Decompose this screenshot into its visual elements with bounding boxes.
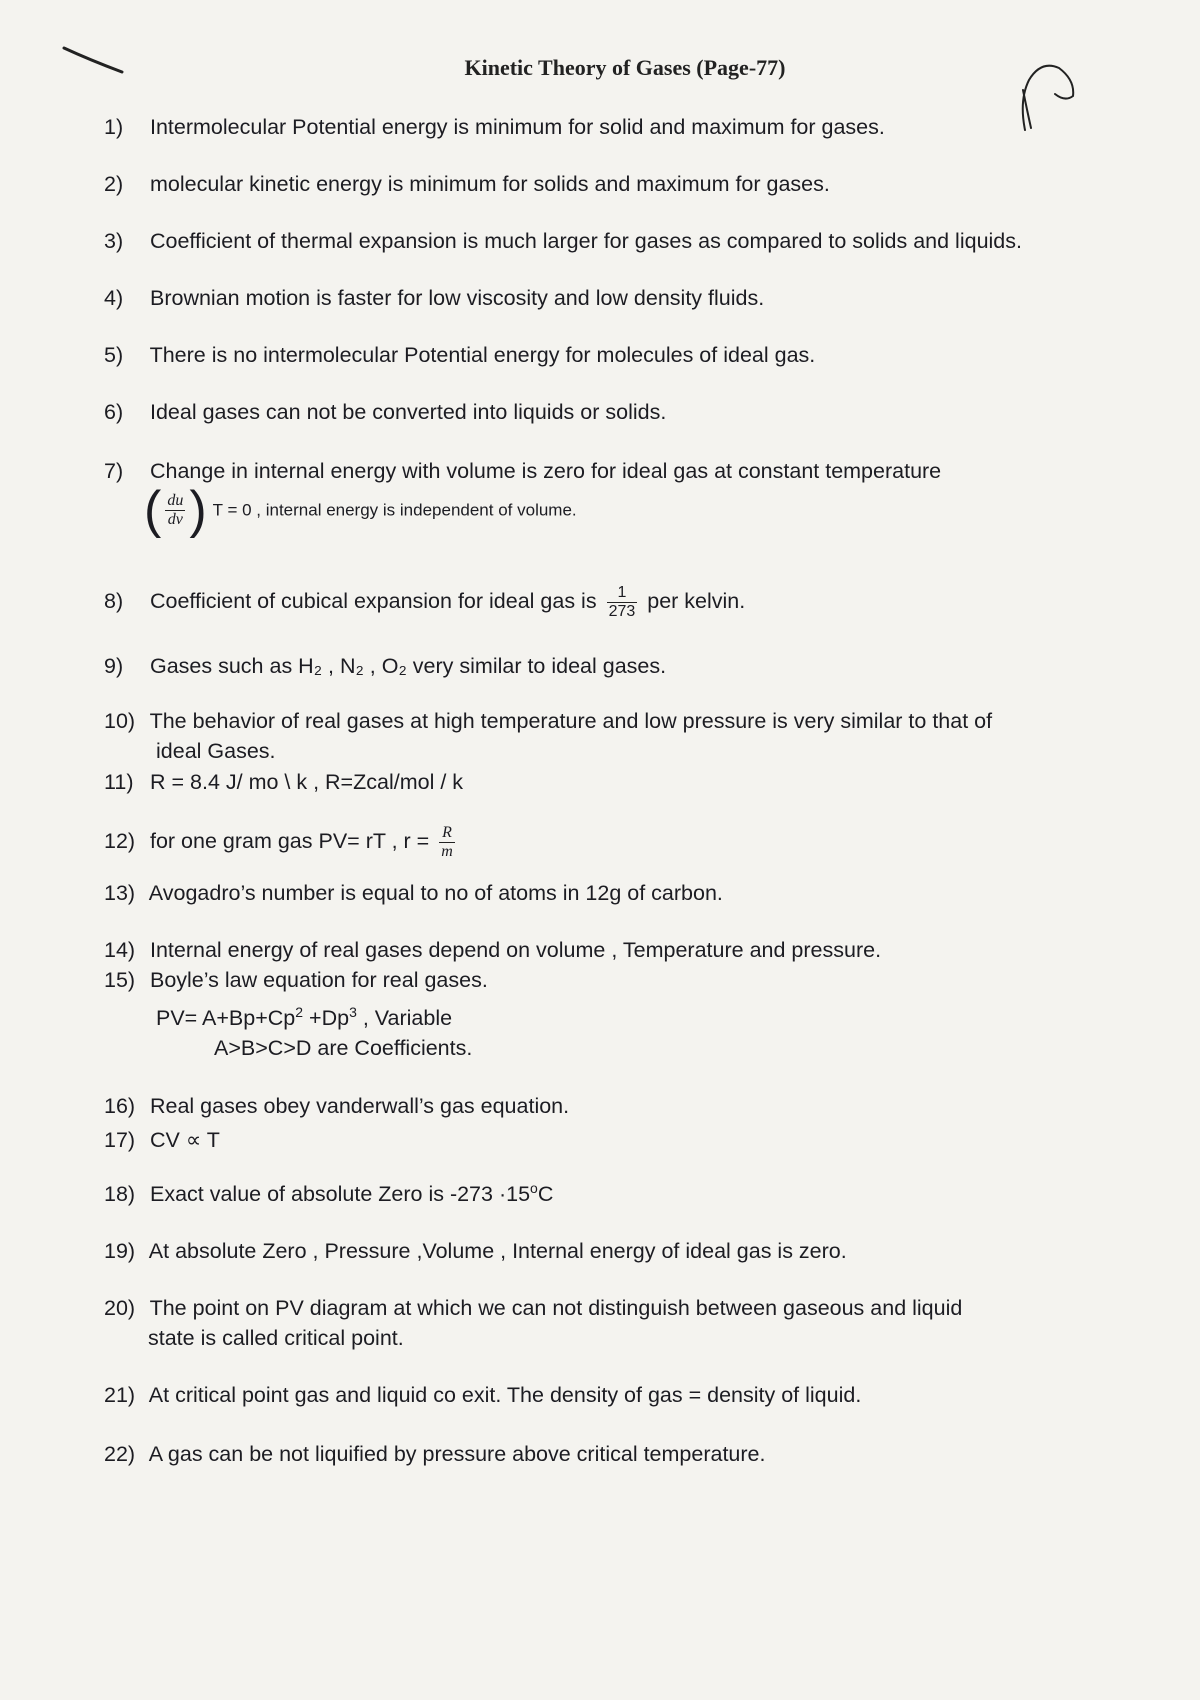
item-text: for one gram gas PV= rT , r = — [149, 829, 430, 854]
paren-close: ) — [189, 481, 207, 539]
list-item — [104, 1091, 569, 1121]
list-item — [104, 397, 666, 427]
item-number: 10) — [104, 709, 136, 733]
item-text-after: per kelvin. — [647, 589, 746, 614]
list-item — [104, 1236, 847, 1266]
formula-rest: T = 0 , internal energy is independent of volume. — [212, 500, 577, 520]
item-text: Coefficient of cubical expansion for ideal gas is — [149, 589, 597, 614]
list-item — [104, 1293, 962, 1353]
item-text-continued: state is called critical point. — [148, 1326, 404, 1350]
item-text: Boyle’s law equation for real gases. — [149, 968, 488, 992]
item-number: 13) — [104, 881, 136, 905]
item-text: R = 8.4 J/ mo \ k , R=Zcal/mol / k — [149, 770, 464, 794]
list-item — [104, 767, 463, 797]
item-number: 4) — [104, 286, 124, 310]
item-number: 21) — [104, 1383, 136, 1407]
list-item — [104, 112, 885, 142]
fraction: $\frac{R}{m}$ — [441, 824, 453, 860]
item-text: Exact value of absolute Zero is -273 ·15 — [149, 1182, 531, 1207]
list-item — [104, 584, 745, 621]
item-text: Avogadro’s number is equal to no of atoms in 12g of carbon. — [148, 881, 723, 905]
item-text: Internal energy of real gases depend on volume , Temperature and pressure. — [149, 938, 882, 962]
item-text-continued: ideal Gases. — [156, 739, 276, 763]
item-number: 18) — [104, 1182, 136, 1207]
boyle-equation: $PV= A+Bp+Cp^2 +Dp^3$ , Variable — [156, 1004, 453, 1031]
item-number: 19) — [104, 1239, 136, 1263]
item-number: 16) — [104, 1094, 136, 1118]
item-number: 12) — [104, 829, 136, 854]
item-text: Coefficient of thermal expansion is much larger for gases as compared to solids and liquids. — [149, 229, 1022, 253]
item-text: The behavior of real gases at high temperature and low pressure is very similar to that of — [149, 709, 993, 733]
fraction: $\frac{1}{273}$ — [608, 584, 636, 620]
item-text: Ideal gases can not be converted into liquids or solids. — [149, 400, 667, 424]
item-number: 14) — [104, 938, 136, 962]
item-text: Brownian motion is faster for low viscosity and low density fluids. — [149, 286, 765, 310]
list-item — [104, 706, 992, 766]
item-number: 17) — [104, 1128, 136, 1152]
item-number: 7) — [104, 459, 124, 483]
list-item — [104, 1173, 553, 1209]
item-number: 11) — [104, 770, 134, 794]
item-text: The point on PV diagram at which we can not distinguish between gaseous and liquid — [149, 1296, 963, 1320]
item-number: 20) — [104, 1296, 136, 1320]
item-number: 15) — [104, 968, 136, 992]
list-item — [104, 1439, 765, 1469]
unit: C — [537, 1182, 554, 1207]
degree-mark: o — [530, 1180, 538, 1196]
list-item — [104, 340, 815, 370]
item-text: At absolute Zero , Pressure ,Volume , Internal energy of ideal gas is zero. — [148, 1239, 847, 1263]
item-number: 2) — [104, 172, 124, 196]
list-item — [104, 456, 942, 539]
coefficients-line: A>B>C>D are Coefficients. — [214, 1036, 473, 1061]
list-item — [104, 935, 881, 965]
item-text: molecular kinetic energy is minimum for solids and maximum for gases. — [149, 172, 830, 196]
list-item — [104, 965, 488, 1063]
item-text: Gases such as H₂ , N₂ , O₂ very similar to ideal gases. — [149, 654, 667, 678]
list-item — [104, 283, 764, 313]
item-text: Real gases obey vanderwall’s gas equation. — [149, 1094, 570, 1118]
list-item — [104, 1380, 861, 1410]
item-text: CV ∝ T — [149, 1128, 220, 1152]
item-number: 3) — [104, 229, 124, 253]
paren-open: ( — [144, 481, 162, 539]
list-item — [104, 651, 666, 681]
derivative-fraction: $\frac{du}{dv}$ — [167, 491, 184, 528]
item-number: 1) — [104, 115, 124, 139]
item-text: A gas can be not liquified by pressure above critical temperature. — [148, 1442, 766, 1466]
derivative-formula — [104, 481, 941, 539]
list-item — [104, 1125, 220, 1155]
item-text: There is no intermolecular Potential energy for molecules of ideal gas. — [149, 343, 816, 367]
list-item — [104, 226, 1022, 256]
item-text: At critical point gas and liquid co exit. The density of gas = density of liquid. — [148, 1383, 862, 1407]
list-item — [104, 878, 723, 908]
page-title: Kinetic Theory of Gases (Page-77) — [464, 55, 786, 80]
item-number: 22) — [104, 1442, 136, 1466]
item-number: 9) — [104, 654, 124, 678]
item-text: Intermolecular Potential energy is minimum for solid and maximum for gases. — [149, 115, 885, 139]
item-number: 5) — [104, 343, 124, 367]
item-number: 6) — [104, 400, 124, 424]
item-text: Change in internal energy with volume is zero for ideal gas at constant temperature — [149, 459, 942, 483]
list-item — [104, 169, 830, 199]
item-number: 8) — [104, 589, 124, 614]
list-item — [104, 824, 459, 861]
